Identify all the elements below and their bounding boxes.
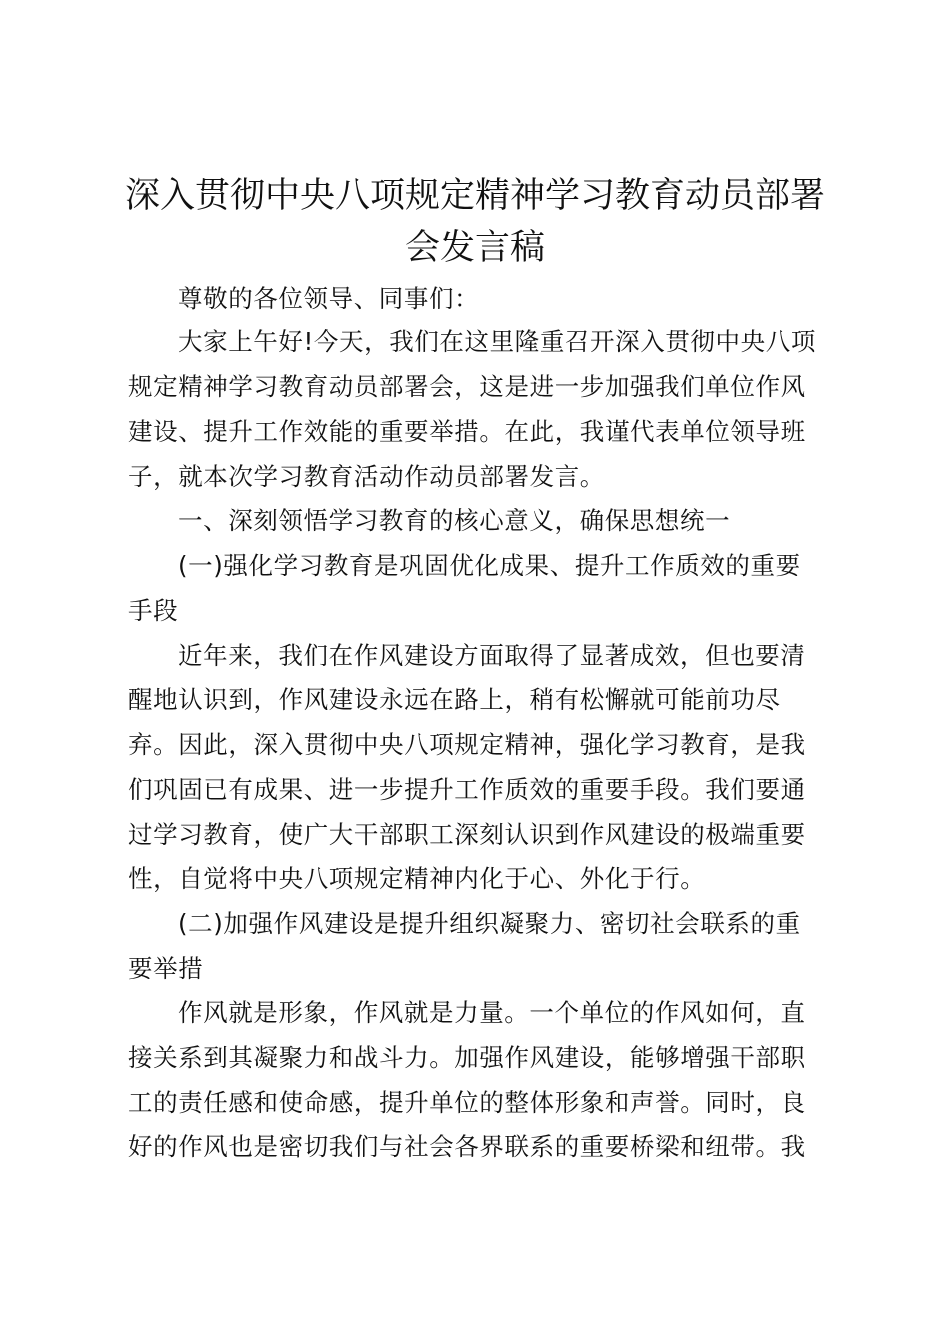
body-line: 好的作风也是密切我们与社会各界联系的重要桥梁和纽带。我 (128, 1132, 806, 1161)
subsection-heading: 手段 (128, 596, 179, 625)
body-line: 弃。因此，深入贯彻中央八项规定精神，强化学习教育，是我 (128, 730, 806, 759)
subsection-heading: (二)加强作风建设是提升组织凝聚力、密切社会联系的重 (178, 909, 801, 938)
body-line: 建设、提升工作效能的重要举措。在此，我谨代表单位领导班 (128, 417, 806, 446)
body-line: 过学习教育，使广大干部职工深刻认识到作风建设的极端重要 (128, 820, 806, 849)
body-line: 作风就是形象，作风就是力量。一个单位的作风如何，直 (178, 998, 806, 1027)
body-line: 工的责任感和使命感，提升单位的整体形象和声誉。同时，良 (128, 1088, 806, 1117)
body-line: 规定精神学习教育动员部署会，这是进一步加强我们单位作风 (128, 372, 806, 401)
body-line: 接关系到其凝聚力和战斗力。加强作风建设，能够增强干部职 (128, 1043, 806, 1072)
salutation: 尊敬的各位领导、同事们： (178, 284, 480, 313)
document-title-line-2: 会发言稿 (404, 228, 545, 268)
section-heading: 一、深刻领悟学习教育的核心意义，确保思想统一 (178, 506, 731, 535)
document-title-line-1: 深入贯彻中央八项规定精神学习教育动员部署 (124, 176, 825, 216)
body-line: 大家上午好!今天，我们在这里隆重召开深入贯彻中央八项 (178, 327, 816, 356)
subsection-heading: (一)强化学习教育是巩固优化成果、提升工作质效的重要 (178, 551, 801, 580)
body-line: 们巩固已有成果、进一步提升工作质效的重要手段。我们要通 (128, 775, 806, 804)
body-line: 性，自觉将中央八项规定精神内化于心、外化于行。 (128, 864, 706, 893)
body-line: 子，就本次学习教育活动作动员部署发言。 (128, 462, 605, 491)
body-line: 近年来，我们在作风建设方面取得了显著成效，但也要清 (178, 641, 806, 670)
subsection-heading: 要举措 (128, 954, 204, 983)
body-line: 醒地认识到，作风建设永远在路上，稍有松懈就可能前功尽 (128, 685, 781, 714)
